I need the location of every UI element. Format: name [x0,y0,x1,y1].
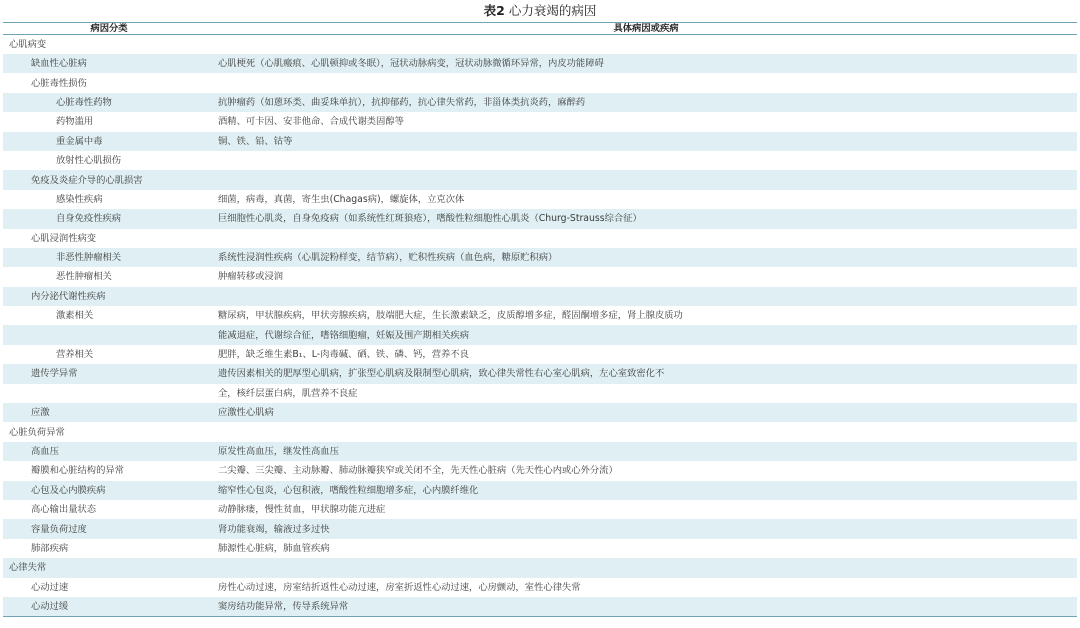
detail-cell [215,229,1077,248]
detail-cell: 房性心动过速，房室结折返性心动过速，房室折返性心动过速，心房颤动，室性心律失常 [218,581,581,593]
detail-cell: 糖尿病，甲状腺疾病，甲状旁腺疾病，肢端肥大症，生长激素缺乏，皮质醇增多症，醛固酮增多症，肾上腺皮质功 [218,310,683,322]
table-row [3,209,1077,228]
table-row [3,364,1077,383]
category-cell: 自身免疫性疾病 [3,209,215,228]
category-cell: 心动过速 [31,581,69,593]
table-row [3,422,1077,441]
detail-cell [215,422,1077,441]
table-row [3,461,1077,480]
category-cell: 重金属中毒 [3,132,215,151]
category-cell: 营养相关 [56,349,94,361]
category-cell: 心脏负荷异常 [9,426,65,438]
detail-cell: 酒精、可卡因、安非他命、合成代谢类固醇等 [218,116,404,128]
table-row [3,112,1077,131]
table-row [3,287,1077,306]
detail-cell [215,35,1077,55]
table-number: 表2 [483,3,505,18]
category-cell: 心肌病变 [9,39,47,50]
detail-cell: 心肌梗死（心肌瘢痕、心肌顿抑或冬眠），冠状动脉病变，冠状动脉微循环异常，内皮功能障碍 [215,54,1077,73]
table-row [3,170,1077,189]
category-cell: 心肌浸润性病变 [31,232,97,244]
table-header-row [3,23,1077,35]
category-cell: 心包及心内膜疾病 [3,481,215,500]
category-cell: 免疫及炎症介导的心肌损害 [3,170,215,189]
category-cell: 感染性疾病 [56,193,103,205]
table-row [3,132,1077,151]
header-category: 病因分类 [3,23,215,35]
detail-cell: 遗传因素相关的肥厚型心肌病，扩张型心肌病及限制型心肌病，致心律失常性右心室心肌病，左心室致密化不 [215,364,1077,383]
category-cell: 恶性肿瘤相关 [56,271,112,283]
detail-cell: 动静脉瘘，慢性贫血，甲状腺功能亢进症 [218,504,386,516]
table-row [3,597,1077,617]
detail-cell [215,558,1077,577]
category-cell: 激素相关 [56,310,94,322]
category-cell: 遗传学异常 [3,364,215,383]
category-cell: 心动过缓 [3,597,215,617]
detail-cell [215,170,1077,189]
detail-cell: 肿瘤转移或浸润 [218,271,284,283]
table-row [3,325,1077,344]
category-cell: 高血压 [3,442,215,461]
detail-cell [215,287,1077,306]
table-row [3,500,1077,519]
category-cell: 内分泌代谢性疾病 [3,287,215,306]
table-row [3,345,1077,364]
category-cell: 心律失常 [3,558,215,577]
detail-cell: 窦房结功能异常，传导系统异常 [215,597,1077,617]
table-title [0,0,1080,22]
category-cell: 心脏毒性药物 [3,93,215,112]
detail-cell: 系统性浸润性疾病（心肌淀粉样变，结节病），贮积性疾病（血色病，糖原贮积病） [215,248,1077,267]
table-row [3,35,1077,55]
category-cell: 肺部疾病 [31,542,69,554]
etiology-table [3,22,1077,617]
category-cell: 瓣膜和心脏结构的异常 [31,465,124,477]
table-caption: 心力衰竭的病因 [504,3,597,18]
detail-cell: 二尖瓣、三尖瓣、主动脉瓣、肺动脉瓣狭窄或关闭不全，先天性心脏病（先天性心内或心外分流） [218,465,618,477]
category-cell [3,384,215,403]
detail-cell: 铜、铁、铅、钴等 [215,132,1077,151]
table-row [3,558,1077,577]
detail-cell: 全，核纤层蛋白病，肌营养不良症 [218,387,358,399]
detail-cell: 缩窄性心包炎，心包积液，嗜酸性粒细胞增多症，心内膜纤维化 [215,481,1077,500]
category-cell: 容量负荷过度 [3,519,215,538]
table-row [3,384,1077,403]
header-detail: 具体病因或疾病 [215,23,1077,35]
category-cell [3,325,215,344]
table-row [3,229,1077,248]
table-row [3,54,1077,73]
detail-cell [215,73,1077,92]
detail-cell: 巨细胞性心肌炎，自身免疫病（如系统性红斑狼疮），嗜酸性粒细胞性心肌炎（Churg-Strauss综合征） [215,209,1077,228]
table-row [3,248,1077,267]
table-row [3,403,1077,422]
detail-cell: 原发性高血压，继发性高血压 [215,442,1077,461]
table-row [3,306,1077,325]
table-row [3,93,1077,112]
table-row [3,578,1077,597]
detail-cell: 肾功能衰竭，输液过多过快 [215,519,1077,538]
category-cell: 缺血性心脏病 [3,54,215,73]
table-row [3,190,1077,209]
table-row [3,267,1077,286]
category-cell: 心脏毒性损伤 [31,77,87,89]
category-cell: 药物滥用 [56,116,94,128]
table-row [3,442,1077,461]
table-row [3,73,1077,92]
detail-cell: 细菌，病毒，真菌，寄生虫(Chagas病)，螺旋体，立克次体 [218,193,465,205]
detail-cell: 肺源性心脏病，肺血管疾病 [218,542,330,554]
category-cell: 高心输出量状态 [31,504,97,516]
table-row [3,539,1077,558]
table-body [3,35,1077,617]
detail-cell: 应激性心肌病 [215,403,1077,422]
category-cell: 放射性心肌损伤 [56,155,122,167]
category-cell: 应激 [3,403,215,422]
detail-cell [215,151,1077,170]
category-cell: 非恶性肿瘤相关 [3,248,215,267]
table-row [3,481,1077,500]
detail-cell: 肥胖，缺乏维生素B₁、L-肉毒碱、硒、铁、磷、钙，营养不良 [218,349,469,361]
table-row [3,151,1077,170]
detail-cell: 能减退症，代谢综合征，嗜铬细胞瘤，妊娠及围产期相关疾病 [215,325,1077,344]
detail-cell: 抗肿瘤药（如蒽环类、曲妥珠单抗），抗抑郁药，抗心律失常药，非甾体类抗炎药，麻醉药 [215,93,1077,112]
table-row [3,519,1077,538]
